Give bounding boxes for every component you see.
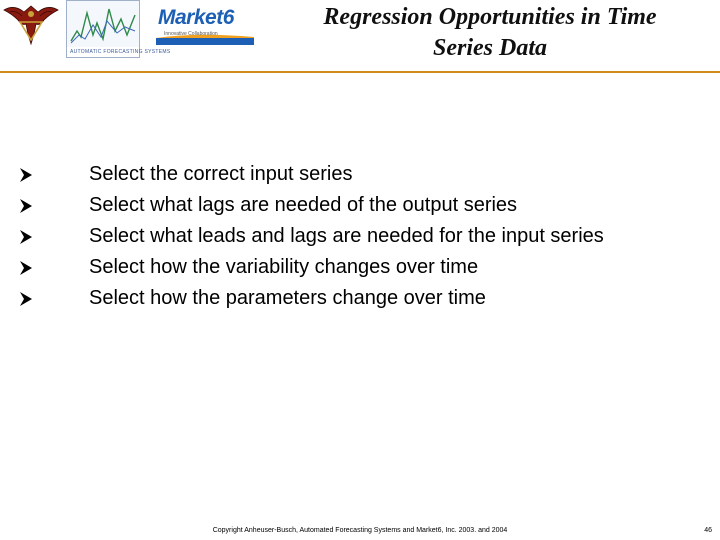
bullet-text: Select how the parameters change over time <box>89 287 486 309</box>
market6-logo-text: Market6 <box>158 6 234 29</box>
anheuser-busch-logo <box>0 0 62 48</box>
slide-title <box>260 2 720 64</box>
arrow-bullet-icon <box>17 252 39 283</box>
arrow-bullet-icon <box>17 221 39 252</box>
list-item <box>17 190 697 221</box>
title-line-1: Regression Opportunities in Time <box>323 4 657 30</box>
forecast-chart-icon <box>67 1 139 47</box>
list-item <box>17 283 697 314</box>
title-line-2: Series Data <box>433 35 547 61</box>
list-item <box>17 252 697 283</box>
arrow-bullet-icon <box>17 190 39 221</box>
afs-logo-text: AUTOMATIC FORECASTING SYSTEMS <box>70 49 171 55</box>
arrow-bullet-icon <box>17 159 39 190</box>
market6-tagline: Innovative Collaboration <box>164 31 218 37</box>
header-divider <box>0 71 720 73</box>
arrow-bullet-icon <box>17 283 39 314</box>
bullet-text: Select what leads and lags are needed for the input series <box>89 225 604 247</box>
market6-logo <box>150 0 256 46</box>
bullet-text: Select what lags are needed of the output series <box>89 194 518 216</box>
list-item <box>17 159 697 190</box>
bullet-text: Select how the variability changes over time <box>89 256 479 278</box>
afs-logo <box>66 0 171 58</box>
list-item <box>17 221 697 252</box>
eagle-icon <box>0 0 62 48</box>
bullet-list <box>17 159 697 314</box>
copyright-footer: Copyright Anheuser-Busch, Automated Forecasting Systems and Market6, Inc. 2003. and 2004 <box>212 527 508 534</box>
bullet-text: Select the correct input series <box>89 163 353 185</box>
page-number: 46 <box>704 527 712 534</box>
